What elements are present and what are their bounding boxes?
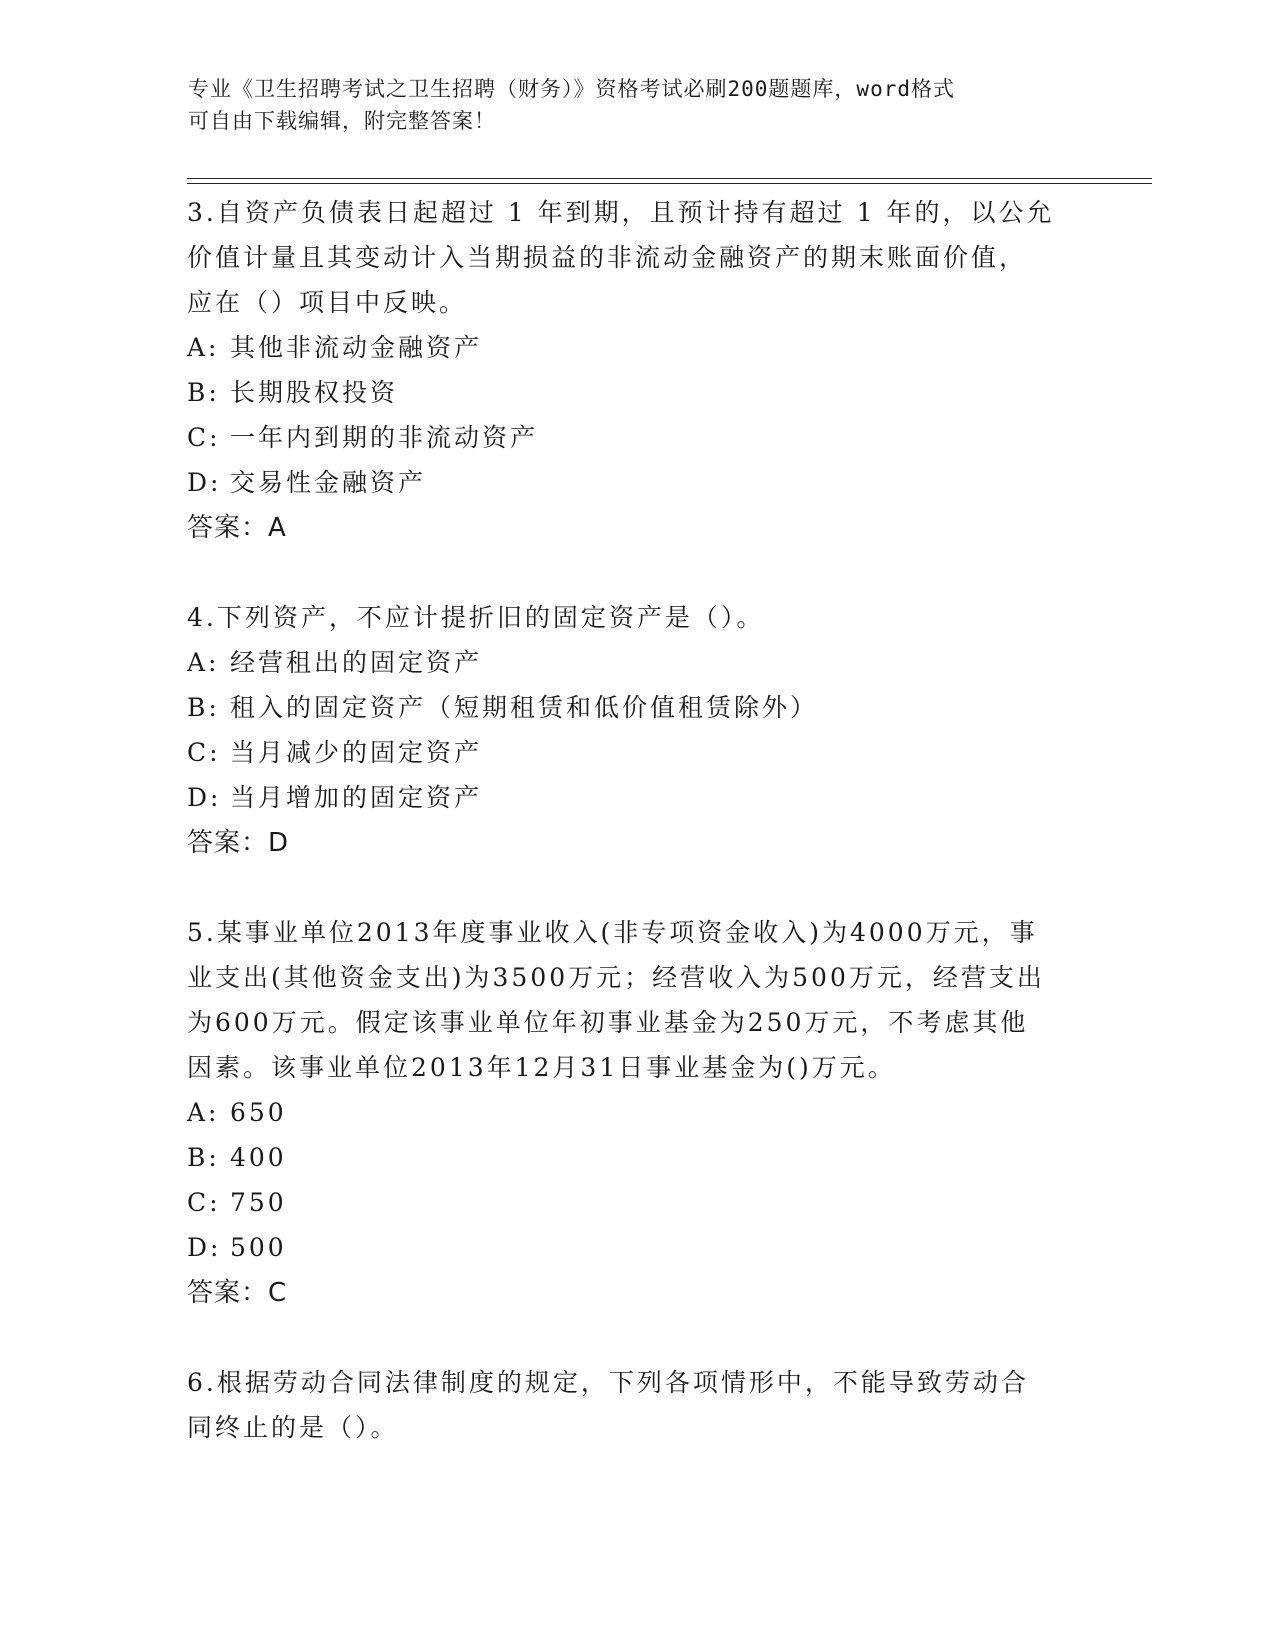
answer-label: 答案：A — [187, 513, 287, 543]
question-5 — [187, 910, 1087, 1316]
option-key: D: — [187, 1233, 222, 1262]
question-text-line: 价值计量且其变动计入当期损益的非流动金融资产的期末账面价值， — [187, 243, 1028, 272]
header-line-2: 可自由下载编辑，附完整答案！ — [188, 109, 496, 133]
question-text-line: 因素。该事业单位2013年12月31日事业基金为()万元。 — [187, 1053, 896, 1082]
option-text: 租入的固定资产（短期租赁和低价值租赁除外） — [230, 693, 819, 722]
option-key: B: — [187, 693, 220, 722]
option-key: A: — [187, 333, 220, 362]
question-3 — [187, 190, 1087, 551]
option-a — [187, 640, 1087, 685]
question-6 — [187, 1360, 1087, 1450]
option-a — [187, 1090, 1087, 1135]
document-header — [188, 73, 1068, 137]
option-a — [187, 325, 1087, 370]
option-key: B: — [187, 1143, 220, 1172]
answer-label: 答案：C — [187, 1278, 288, 1308]
option-d — [187, 775, 1087, 820]
option-c — [187, 415, 1087, 460]
option-c — [187, 1180, 1087, 1225]
header-divider-top — [187, 178, 1152, 179]
option-b — [187, 1135, 1087, 1180]
question-4 — [187, 595, 1087, 866]
option-key: C: — [187, 1188, 221, 1217]
option-text: 其他非流动金融资产 — [230, 333, 483, 362]
question-list — [187, 190, 1087, 1450]
option-b — [187, 685, 1087, 730]
question-text-line: 应在（）项目中反映。 — [187, 288, 468, 317]
option-c — [187, 730, 1087, 775]
option-key: B: — [187, 378, 220, 407]
option-text: 当月减少的固定资产 — [230, 738, 483, 767]
option-d — [187, 460, 1087, 505]
question-text-line: 6.根据劳动合同法律制度的规定，下列各项情形中，不能导致劳动合 — [187, 1368, 1029, 1397]
option-text: 650 — [230, 1098, 287, 1127]
option-text: 400 — [230, 1143, 287, 1172]
question-text-line: 4.下列资产，不应计提折旧的固定资产是（）。 — [187, 603, 765, 632]
option-text: 长期股权投资 — [230, 378, 399, 407]
option-key: A: — [187, 1098, 220, 1127]
option-text: 500 — [230, 1233, 287, 1262]
option-text: 交易性金融资产 — [230, 468, 427, 497]
option-d — [187, 1225, 1087, 1270]
option-text: 当月增加的固定资产 — [230, 783, 483, 812]
option-key: C: — [187, 423, 221, 452]
option-text: 750 — [230, 1188, 287, 1217]
option-key: D: — [187, 783, 222, 812]
question-text-line: 为600万元。假定该事业单位年初事业基金为250万元，不考虑其他 — [187, 1008, 1029, 1037]
option-key: C: — [187, 738, 221, 767]
header-line-1: 专业《卫生招聘考试之卫生招聘（财务）》资格考试必刷200题题库，word格式 — [188, 77, 955, 101]
question-text-line: 同终止的是（）。 — [187, 1413, 399, 1442]
answer-label: 答案：D — [187, 828, 290, 858]
option-key: D: — [187, 468, 222, 497]
question-text-line: 3.自资产负债表日起超过 1 年到期，且预计持有超过 1 年的，以公允 — [187, 198, 1055, 227]
option-b — [187, 370, 1087, 415]
option-key: A: — [187, 648, 220, 677]
question-text-line: 5.某事业单位2013年度事业收入(非专项资金收入)为4000万元，事 — [187, 918, 1038, 947]
option-text: 经营租出的固定资产 — [230, 648, 483, 677]
option-text: 一年内到期的非流动资产 — [230, 423, 539, 452]
header-divider-bottom — [187, 183, 1152, 184]
question-text-line: 业支出(其他资金支出)为3500万元；经营收入为500万元，经营支出 — [187, 963, 1045, 992]
